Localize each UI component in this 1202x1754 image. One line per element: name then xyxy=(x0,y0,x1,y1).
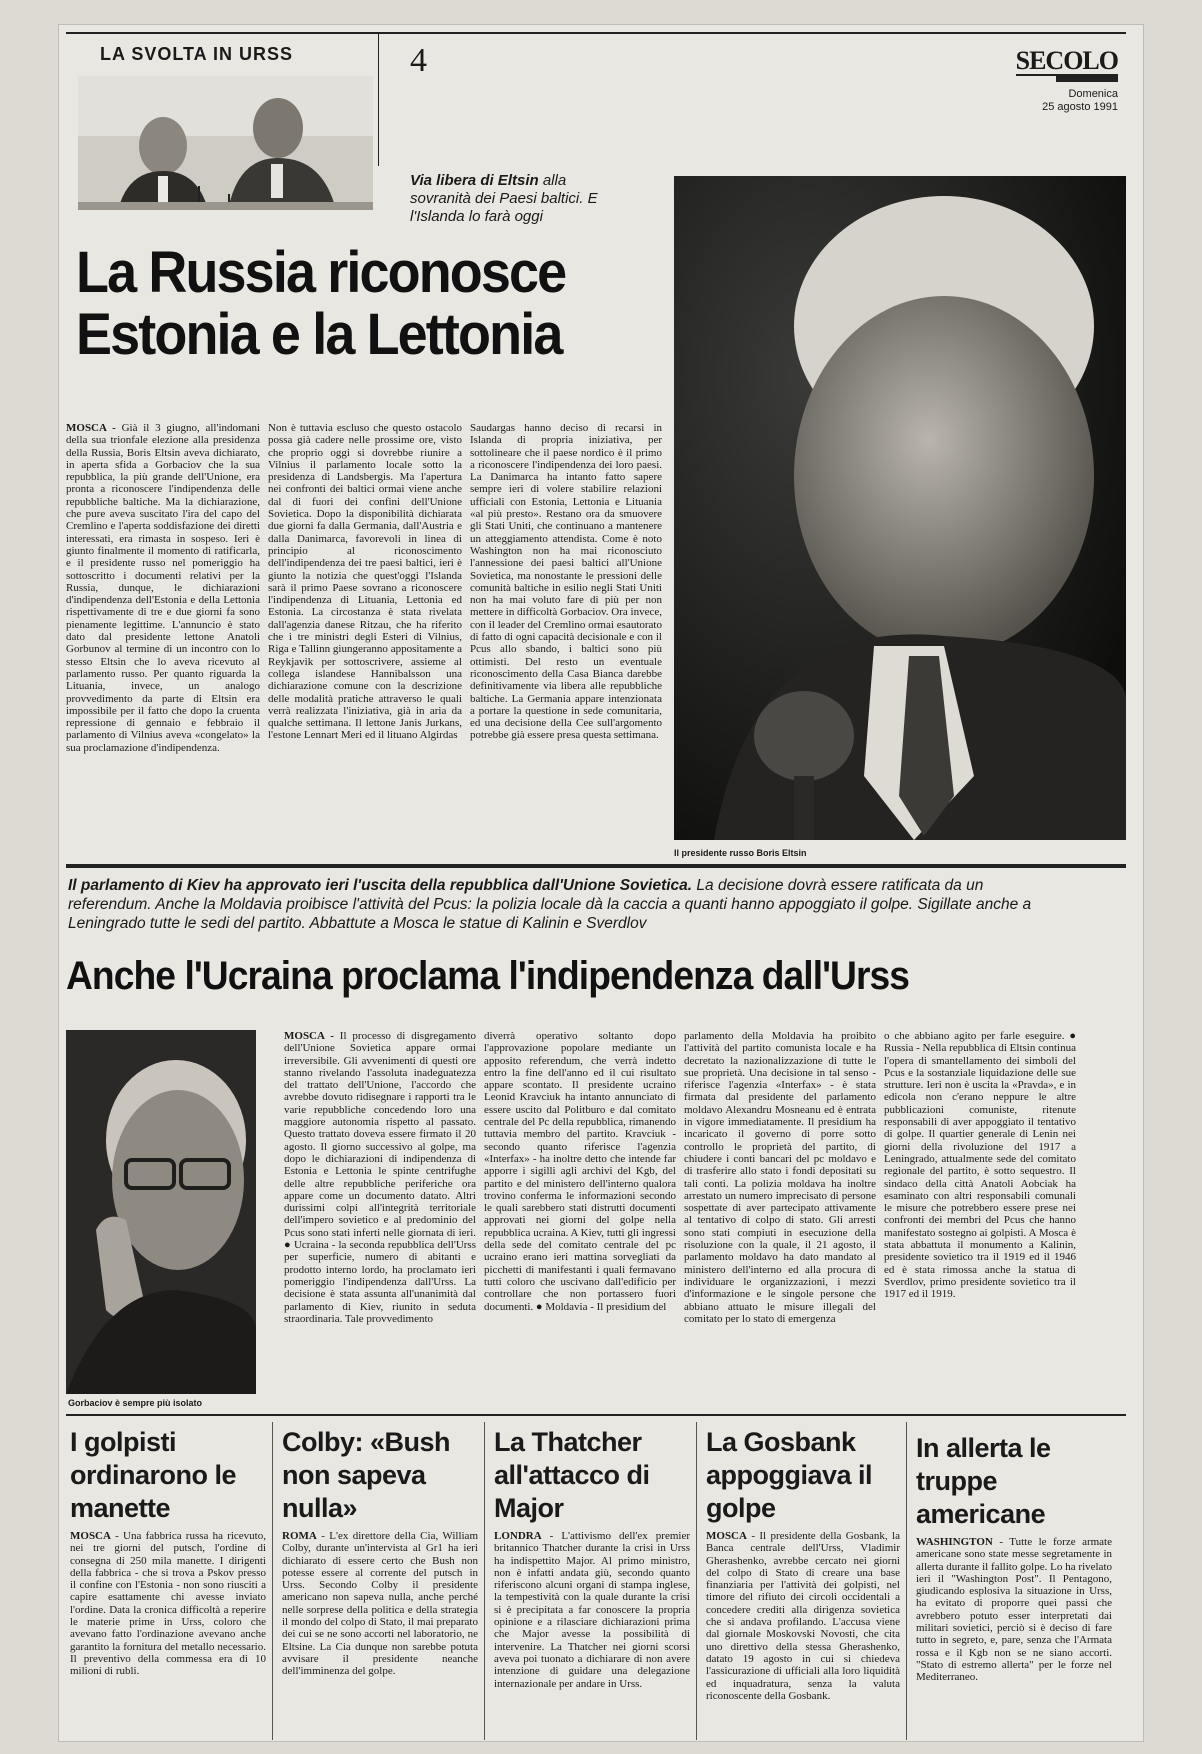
box4-body: Il presidente della Gosbank, la Banca centrale dell'Urss, Vladimir Gherashenko, avrebbe cercato nei giorni del colpo di Stato di creare una base finanziaria per l'attività dei golpisti, nel timore del rifiuto dei circoli occidentali a concedere crediti alla dirigenza sovietica che si andava profilando. L'accusa viene dal giornale Moskovski Novosti, che cita uno direttivo della stessa Gherashenko, datato 19 agosto in cui si chiedeva l'assicurazione di ufficiali alla loro liquidità ed inquadratura, senza la valuta riconoscente della Gosbank. xyxy=(706,1530,900,1702)
story2-lead-rest: La decisione dovrà essere ratificata da un referendum. Anche la Moldavia proibisce l'attività del Pcus: la polizia locale dà la caccia a quanti hanno appoggiato il golpe. Sigillate anche a Leningrado tutte le sedi del partito. Abbattute a Mosca le statue di Kalinin e Sverdlov xyxy=(68,877,1032,932)
boxes-top-rule xyxy=(66,1414,1126,1416)
box3-text: LONDRA - L'attivismo dell'ex premier britannico Thatcher durante la crisi in Urss ha indispettito Major. Al primo ministro, non è infatti andata giù, secondo quanto riferiscono alcuni organi di stampa inglese, la tempestività con la quale durante la crisi si è precipitata a far conoscere la propria opinione e a rilasciare dichiarazioni prima che Major avesse la possibilità di intervenire. La Thatcher nei giorni scorsi aveva poi tuonato a dichiarare di non avere intenzione di guidare una delegazione internazionale per andare in Urss. xyxy=(494,1530,690,1690)
story2-column-2 xyxy=(484,1030,676,1408)
issue-date xyxy=(1042,88,1118,114)
story2-column-1-text: Il processo di disgregamento dell'Unione Sovietica appare ormai irreversibile. Gli avvenimenti di questi ore stanno rivelando l'assoluta inadeguatezza del trattato dell'Unione, l'accordo che avrebbe dovuto ridisegnare i rapporti tra le varie repubbliche concedendo loro una maggiore autonomia rispetto al passato. Questo trattato doveva essere firmato il 20 agosto. Il giorno successivo al golpe, ma dopo le dichiarazioni di indipendenza di Estonia e Lettonia le spinte centrifughe delle altre repubbliche periferiche ora appare come un documento datato. Altri durissimi colpi all'integrità territoriale dell'impero sovietico e al predominio del Pcus sono stati inferti nelle giornata di ieri. ● Ucraina - la seconda repubblica dell'Urss per superficie, numero di abitanti e prodotto interno lordo, ha proclamato ieri pomeriggio l'indipendenza dall'Urss. La decisione è stata assunta all'unanimità dal parlamento di Kiev, riunito in seduta straordinaria. Tale provvedimento xyxy=(284,1030,476,1325)
story1-headline-line2: Estonia e la Lettonia xyxy=(76,302,562,367)
section-kicker: LA SVOLTA IN URSS xyxy=(100,44,294,64)
box5-body: Tutte le forze armate americane sono state messe segretamente in allerta durante il fallito golpe. Lo ha rivelato ieri il "Washington Post". Il Pentagono, giudicando esplosiva la situazione in Urss, ha evitato di proporre quei passi che avrebbero potuto esser interpretati dai militari sovietici, perciò si è deciso di fare tutto in segreto, e, pare, senza che l'Armata rossa e il Kgb non se ne siano accorti. "Stato di estremo allerta" per le forze nel Mediterraneo. xyxy=(916,1536,1112,1684)
top-rule xyxy=(66,32,1126,34)
photo-gorbaciov xyxy=(66,1030,256,1394)
story1-column-3-text: Saudargas hanno deciso di recarsi in Islanda di propria iniziativa, per sottolineare che il paese nordico è il primo a riconoscere l'indipendenza dei loro paesi. La Danimarca ha intanto fatto sapere sempre ieri di volere stabilire relazioni ufficiali con Estonia, Lettonia e Lituania «al più presto». Restano ora da smuovere gli Stati Uniti, che continuano a mantenere un atteggiamento attendista. Come è noto Washington non ha mai riconosciuto l'annessione dei paesi baltici all'Unione Sovietica, ma nonostante le pressioni delle comunità baltiche in esilio negli Stati Uniti non ha mai voluto fare di più per non mettere in difficoltà Gorbaciov. Ora invece, con il leader del Cremlino ormai esautorato di fatto di ogni capacità decisionale e con il Pcus allo sbando, i baltici sono più ottimisti. Del resto un eventuale riconoscimento della Casa Bianca darebbe definitivamente via libera alle repubbliche baltiche. La Germania appare intenzionata a portare la questione in sede comunitaria, ed una decisione della Cee sull'argomento potrebbe già essere presa questa settimana. xyxy=(470,422,662,742)
box-divider-3 xyxy=(696,1422,697,1740)
box1-text: MOSCA - Una fabbrica russa ha ricevuto, nei tre giorni del putsch, l'ordine di consegna di 250 mila manette. I dirigenti della fabbrica - che si trova a Pskov presso il confine con l'Estonia - non sono riusciti a capire esattamente chi avesse inviato l'ordine. Data la cronica difficoltà a reperire le materie prime in Urss, coloro che avevano fatto l'ordinazione avevano anche garantito la fornitura del metallo necessario. Il preventivo della commessa era di 10 milioni di rubli. xyxy=(70,1530,266,1678)
newspaper-page xyxy=(58,24,1144,1742)
masthead-bar xyxy=(1056,76,1118,82)
box5-text: WASHINGTON - Tutte le forze armate americane sono state messe segretamente in allerta durante il fallito golpe. Lo ha rivelato ieri il "Washington Post". Il Pentagono, giudicando esplosiva la situazione in Urss, ha evitato di proporre quei passi che avrebbero potuto esser interpretati dai militari sovietici, perciò si è deciso di fare tutto in segreto, e, pare, senza che l'Armata rossa e il Kgb non se ne siano accorti. "Stato di estremo allerta" per le forze nel Mediterraneo. xyxy=(916,1536,1112,1684)
box-divider-2 xyxy=(484,1422,485,1740)
box2-dateline: ROMA xyxy=(282,1530,317,1542)
photo-two-leaders xyxy=(78,76,373,210)
issue-date-text: 25 agosto 1991 xyxy=(1042,101,1118,113)
story1-column-3 xyxy=(470,422,662,860)
box1-body: Una fabbrica russa ha ricevuto, nei tre giorni del putsch, l'ordine di consegna di 250 mila manette. I dirigenti della fabbrica - che si trova a Pskov presso il confine con l'Estonia - non sono riusciti a capire esattamente chi avesse inviato l'ordine. Data la cronica difficoltà a reperire le materie prime in Urss, coloro che avevano fatto l'ordinazione avevano anche garantito la fornitura del metallo necessario. Il preventivo della commessa era di 10 milioni di rubli. xyxy=(70,1530,266,1678)
story2-dateline: MOSCA - xyxy=(284,1030,340,1042)
box-divider-1 xyxy=(272,1422,273,1740)
box5-headline: In allerta le truppe americane xyxy=(916,1433,1051,1529)
box2-text: ROMA - L'ex direttore della Cia, William Colby, durante un'intervista al Gr1 ha ieri dichiarato di essere certo che Bush non potesse essere al corrente del putsch in Urss. Secondo Colby il presidente americano non sapeva nulla, anche perché nelle sorprese della politica e della strategia il mondo del colpo di Stato, il mai preparato dei cui se ne sono accorti nel laboratorio, ne Eltsine. La Cia dunque non sarebbe potuta avvisare il presidente neanche dell'imminenza del golpe. xyxy=(282,1530,478,1678)
box1-headline: I golpisti ordinarono le manette xyxy=(70,1427,237,1523)
story1-column-2 xyxy=(268,422,462,860)
story2-column-1 xyxy=(284,1030,476,1408)
story1-subhead-lead: Via libera di Eltsin xyxy=(410,172,539,189)
story2-lead-bold: Il parlamento di Kiev ha approvato ieri l'uscita della repubblica dall'Unione Sovietica. xyxy=(68,877,693,894)
story2-column-4-text: o che abbiano agito per farle eseguire. ● Russia - Nella repubblica di Eltsin continua l'opera di smantellamento dei simboli del Pcus e la sostanziale liquidazione delle sue strutture. Ieri non è uscita la «Pravda», e in edicola non c'erano neppure le altre pubblicazioni comuniste, ritenute responsabili di aver appoggiato il tentativo di golpe. Il quartier generale di Lenin nei giorni della rivoluzione del 1917 a Leningrado, attualmente sede del comitato regionale del partito, è sotto sequestro. Il sindaco della città Anatoli Aobciak ha esaminato con altri responsabili comunali le misure che potrebbero essere prese nei confronti dei membri del Pcus che hanno manifestato sostegno ai golpisti. A Mosca è stata abbattuta il monumento a Kalinin, presidente sovietico tra il 1919 ed il 1946 ed è stata rimossa anche la statua di Sverdlov, primo presidente sovietico tra il 1917 ed il 1919. xyxy=(884,1030,1076,1301)
story1-headline xyxy=(76,242,615,366)
box3-headline: La Thatcher all'attacco di Major xyxy=(494,1427,650,1523)
story2-column-4 xyxy=(884,1030,1076,1408)
story2-column-2-text: diverrà operativo soltanto dopo l'approvazione popolare mediante un apposito referendum, che verrà indetto entro la fine dell'anno ed il cui risultato appare scontato. Il presidente ucraino Leonid Kravciuk ha intanto annunciato di essere uscito dal Politburo e dal comitato centrale del Pc della repubblica, rimanendo tuttavia membro del partito. Kravciuk - secondo quanto riferisce l'agenzia «Interfax» - ha inoltre detto che intende far apporre i sigilli agli archivi del Kgb, del partito e del ministero dell'interno qualora trovino conferma le informazioni secondo le quali sarebbero stati distrutti documenti approvati nei giorni del golpe nella repubblica ucraina. A Kiev, tutti gli ingressi della sede del comitato centrale del pc ucraino erano ieri mattina sorvegliati da picchetti di manifestanti i quali fermavano tutti coloro che uscivano dall'edificio per controllare che non portassero fuori documenti. ● Moldavia - Il presidium del xyxy=(484,1030,676,1313)
story1-dateline: MOSCA - xyxy=(66,422,122,434)
box-divider-4 xyxy=(906,1422,907,1740)
box4-text: MOSCA - Il presidente della Gosbank, la Banca centrale dell'Urss, Vladimir Gherashenko, avrebbe cercato nei giorni del colpo di Stato di creare una base finanziaria per l'attività dei golpisti, nel timore del rifiuto dei circoli occidentali a concedere crediti alla dirigenza sovietica che si andava profilando. L'accusa viene dal giornale Moskovski Novosti, che cita uno direttivo della stessa Gherashenko, datato 19 agosto in cui si chiedeva l'assicurazione di ufficiali alla loro liquidità ed inquadratura, senza la valuta riconoscente della Gosbank. xyxy=(706,1530,900,1702)
story1-column-1-text: Già il 3 giugno, all'indomani della sua trionfale elezione alla presidenza della Russia, Boris Eltsin aveva dichiarato, in aperta sfida a Gorbaciov che la sua repubblica, la più grande dell'Unione, era pronta a riconoscere l'indipendenza delle repubbliche baltiche. Ma la dichiarazione, che pure aveva suscitato l'ira del capo del Cremlino e l'aperta soddisfazione dei diretti interessati, era rimasta in sospeso. Ieri è giunto finalmente il momento di ratificarla, e il presidente russo nel pomeriggio ha sottoscritto i documenti relativi per la Russia, dunque, le dichiarazioni d'indipendenza dell'Estonia e della Lettonia rispettivamente di tre e due giorni fa sono pienamente legittime. L'annuncio è stato dato dal presidente lettone Anatoli Gorbunov al termine di un incontro con lo stesso Eltsin che lo aveva ricevuto al parlamento russo. Per quanto riguarda la Lituania, invece, un analogo provvedimento da parte di Eltsin era impossibile per il fatto che dopo la cruenta repressione di gennaio e febbraio il parlamento di Vilnius aveva «congelato» la sua proclamazione d'indipendenza. xyxy=(66,422,260,754)
story2-column-3-text: parlamento della Moldavia ha proibito l'attività del partito comunista locale e ha decretato la nazionalizzazione di tutte le sue proprietà. Una decisione in tal senso - riferisce l'agenzia «Interfax» - è stata firmata dal presidente del parlamento moldavo Alexandru Mosneanu ed è entrata in vigore immediatamente. Il presidium ha incaricato il governo di porre sotto controllo le proprietà del partito, di chiudere i conti bancari del pc moldavo e di trasferire allo stato i fondi depositati su tali conti. La polizia moldava ha inoltre arrestato un numero imprecisato di persone sospettate di aver partecipato attivamente al tentativo di colpo di stato. Gli arresti sono stati compiuti in esecuzione della risoluzione con la quale, il 21 agosto, il parlamento moldavo ha dato mandato al ministero dell'interno ed alla procura di individuare le organizzazioni, i mezzi d'informazione e le singole persone che abbiano attuato le misure illegali del comitato per lo stato di emergenza xyxy=(684,1030,876,1325)
story2-headline: Anche l'Ucraina proclama l'indipendenza dall'Urss xyxy=(66,954,910,998)
story2-column-3 xyxy=(684,1030,876,1408)
box1-dateline: MOSCA xyxy=(70,1530,111,1542)
kicker-divider xyxy=(378,34,379,166)
box5-dateline: WASHINGTON xyxy=(916,1536,993,1548)
story2-lead xyxy=(68,876,1068,933)
box3-body: L'attivismo dell'ex premier britannico Thatcher durante la crisi in Urss ha indispettito Major. Al primo ministro, non è infatti andata giù, secondo quanto riferiscono alcuni organi di stampa inglese, la tempestività con la quale durante la crisi si è precipitata a far conoscere la propria opinione e a rilasciare dichiarazioni prima che Major avesse la possibilità di intervenire. La Thatcher nei giorni scorsi aveva poi tuonato a dichiarare di non avere intenzione di guidare una delegazione internazionale per andare in Urss. xyxy=(494,1530,690,1690)
story1-headline-line1: La Russia riconosce xyxy=(76,240,566,305)
masthead-logo: SECOLO xyxy=(1015,46,1118,75)
story1-column-2-text: Non è tuttavia escluso che questo ostacolo possa già cadere nelle prossime ore, visto che proprio oggi si dovrebbe riunire a Vilnius il parlamento locale sotto la presidenza di Landsbergis. Ma l'apertura nei confronti dei baltici ormai viene anche dal di fuori dei confini dell'Unione Sovietica. Dopo la disponibilità dichiarata due giorni fa dalla Germania, dall'Austria e dalla Danimarca, favorevoli in linea di principio al riconoscimento dell'indipendenza dei tre paesi baltici, ieri è giunto la notizia che quest'oggi l'Islanda sarà il primo Paese sovrano a riconoscere l'indipendenza di Lituania, Lettonia ed Estonia. La circostanza è stata rivelata dall'agenzia danese Ritzau, che ha riferito che i tre ministri degli Esteri di Vilnius, Riga e Tallinn giungeranno appositamente a Reykjavik per sottoscrivere, assieme al collega islandese Hannibalsson una dichiarazione comune con la descrizione delle modalità pratiche attraverso le quali verrà realizzata l'iniziativa, già in aria da qualche settimana. Il lettone Janis Jurkans, l'estone Lennart Meri ed il lituano Algirdas xyxy=(268,422,462,742)
issue-day: Domenica xyxy=(1068,88,1118,100)
section-divider xyxy=(66,864,1126,868)
photo-boris-eltsin xyxy=(674,176,1126,840)
story1-subhead xyxy=(410,172,630,226)
box2-headline: Colby: «Bush non sapeva nulla» xyxy=(282,1427,451,1523)
box4-headline: La Gosbank appoggiava il golpe xyxy=(706,1427,873,1523)
page-number: 4 xyxy=(410,42,427,79)
eltsin-photo-caption: Il presidente russo Boris Eltsin xyxy=(674,848,807,858)
story1-subhead-rest: alla sovranità dei Paesi baltici. E l'Islanda lo farà oggi xyxy=(410,172,598,225)
gorbaciov-photo-caption: Gorbaciov è sempre più isolato xyxy=(68,1398,203,1408)
box3-dateline: LONDRA xyxy=(494,1530,542,1542)
box4-dateline: MOSCA xyxy=(706,1530,747,1542)
box2-body: L'ex direttore della Cia, William Colby, durante un'intervista al Gr1 ha ieri dichiarato di essere certo che Bush non potesse essere al corrente del putsch in Urss. Secondo Colby il presidente americano non sapeva nulla, anche perché nelle sorprese della politica e della strategia il mondo del colpo di Stato, il mai preparato dei cui se ne sono accorti nel laboratorio, ne Eltsine. La Cia dunque non sarebbe potuta avvisare il presidente neanche dell'imminenza del golpe. xyxy=(282,1530,478,1678)
story1-column-1 xyxy=(66,422,260,860)
